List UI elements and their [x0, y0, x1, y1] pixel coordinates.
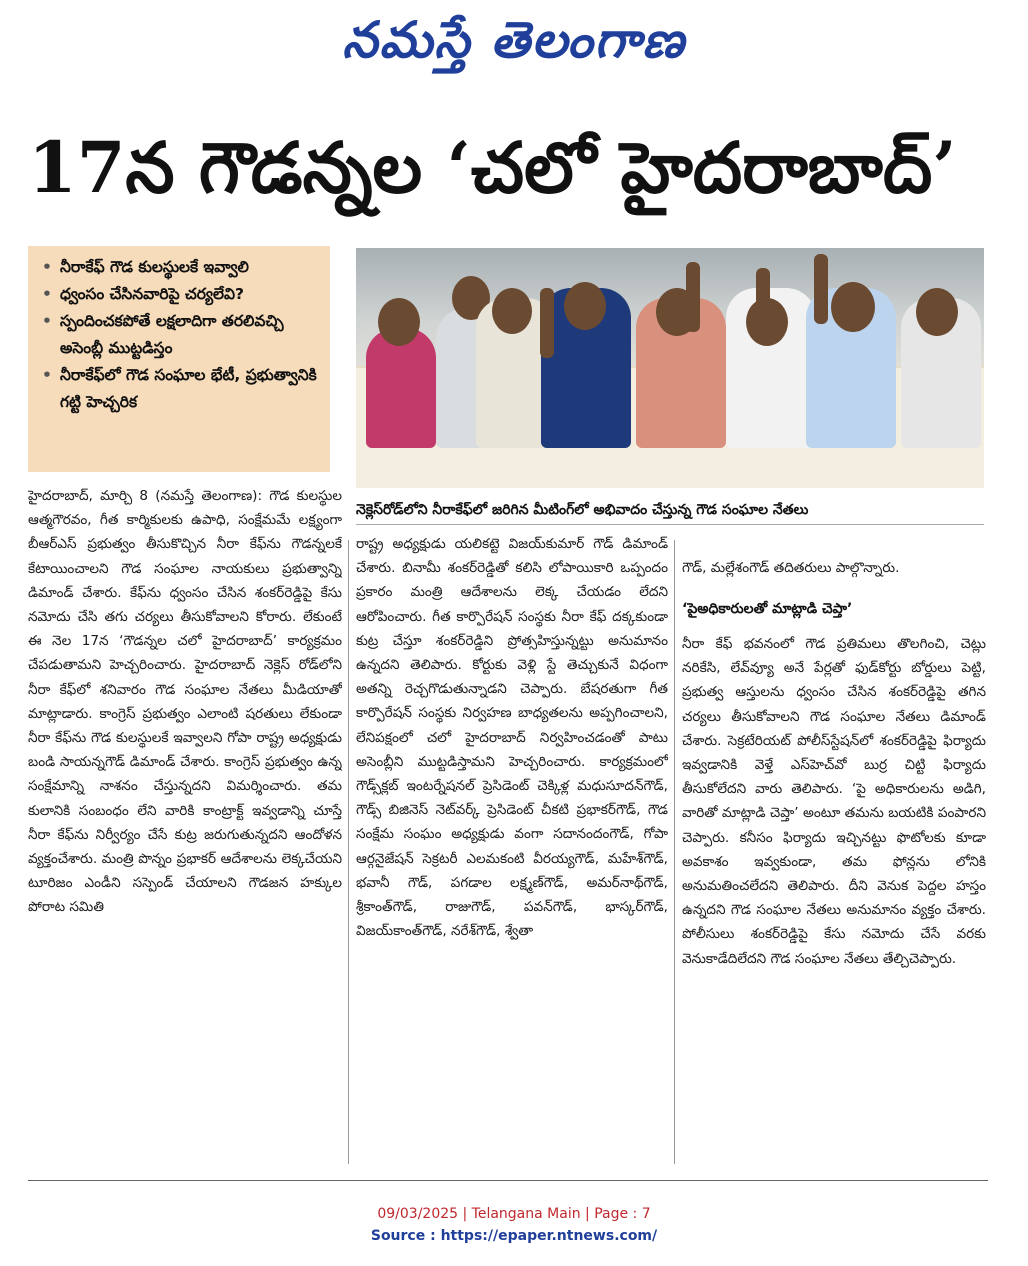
page-divider — [28, 1180, 988, 1181]
photo-caption: నెక్లెస్‌రోడ్‌లోని నీరాకేఫ్‌లో జరిగిన మీటింగ్‌లో అభివాదం చేస్తున్న గౌడ సంఘాల నేతలు — [356, 502, 809, 518]
article-paragraph: హైదరాబాద్, మార్చి 8 (నమస్తే తెలంగాణ): గౌడ కులస్థుల ఆత్మగౌరవం, గీత కార్మికులకు ఉపాధి, సంక్షేమమే లక్ష్యంగా బీఆర్‌ఎస్ ప్రభుత్వం తీసుకొచ్చిన నీరా కేఫ్‌ను గౌడన్నలకే కేటాయించాలని గౌడ సంఘాల నాయకులు ప్రభుత్వాన్ని డిమాండ్ చేశారు. కేఫ్‌ను ధ్వంసం చేసిన శంకర్‌రెడ్డిపై కేసు నమోదు చేసి తగు చర్యలు తీసుకోవాలని కోరారు. లేకుంటే ఈ నెల 17న ‘గౌడన్నల చలో హైదరాబాద్’ కార్యక్రమం చేపడుతామని హెచ్చరించారు. హైదరాబాద్ నెక్లెస్ రోడ్‌లోని నీరా కేఫ్‌లో శనివారం గౌడ సంఘాల నేతలు మీడియాతో మాట్లాడారు. కాంగ్రెస్ ప్రభుత్వం ఎలాంటి షరతులు లేకుండా నీరా కేఫ్‌ను గౌడ కులస్థులకే ఇవ్వాలని గోపా రాష్ట్ర అధ్యక్షుడు బండి సాయన్నగౌడ్ డిమాండ్ చేశారు. కాంగ్రెస్ ప్రభుత్వం ఉన్న సంక్షేమాన్ని నాశనం చేస్తున్నదని విమర్శించారు. తమ కులానికి సంబంధం లేని వారికి కాంట్రాక్ట్ ఇవ్వడాన్ని చూస్తే నీరా కేఫ్‌ను నిర్వీర్యం చేసే కుట్ర జరుగుతున్నదని ఆందోళన వ్యక్తంచేశారు. మంత్రి పొన్నం ప్రభాకర్ ఆదేశాలను లెక్కచేయని టూరిజం ఎండీని సస్పెండ్ చేయాలని గౌడజన హక్కుల పోరాట సమితి — [28, 488, 342, 916]
article-column-3-intro — [682, 556, 986, 586]
footer-date-page: 09/03/2025 | Telangana Main | Page : 7 — [377, 1206, 651, 1222]
article-subheading: ‘పైఅధికారులతో మాట్లాడి చెప్తా’ — [682, 601, 853, 617]
article-column-3 — [682, 632, 986, 1162]
masthead-logo: నమస్తే తెలంగాణ — [342, 11, 686, 69]
article-paragraph: రాష్ట్ర అధ్యక్షుడు యలికట్టె విజయ్‌కుమార్ గౌడ్ డిమాండ్ చేశారు. బినామీ శంకర్‌రెడ్డితో కలిసి లోపాయికారి ఒప్పందం ప్రకారం మంత్రి ఆదేశాలను లెక్క చేయడం లేదని ఆరోపించారు. గీత కార్పొరేషన్ సంస్థకు నీరా కేఫ్ దక్కకుండా కుట్ర చేస్తూ శంకర్‌రెడ్డిని ప్రోత్సహిస్తున్నట్టు అనుమానం ఉన్నదని తెలిపారు. కోర్టుకు వెళ్లి స్టే తెచ్చుకునే విధంగా అతన్ని రెచ్చగొడుతున్నాడని చెప్పారు. బేషరతుగా గీత కార్పొరేషన్ సంస్థకు నిర్వహణ బాధ్యతలను అప్పగించాలని, లేనిపక్షంలో చలో హైదరాబాద్ నిర్వహించడంతో పాటు అసెంబ్లీని ముట్టడిస్తామని హెచ్చరించారు. కార్యక్రమంలో గౌడ్స్‌క్లబ్ ఇంటర్నేషనల్ ప్రెసిడెంట్ చెక్కిళ్ల మధుసూదన్‌గౌడ్, గౌడ్స్ బిజినెస్ నెట్‌వర్క్ ప్రెసిడెంట్ చీకటి ప్రభాకర్‌గౌడ్, గౌడ సంక్షేమ సంఘం అధ్యక్షుడు వంగా సదానందంగౌడ్, గోపా ఆర్గనైజేషన్ సెక్రటరీ ఎలమకంటి వీరయ్యగౌడ్, మహేశ్‌గౌడ్, భవానీ గౌడ్, పగడాల లక్ష్మణ్‌గౌడ్, అమర్‌నాథ్‌గౌడ్, శ్రీకాంత్‌గౌడ్, రాజుగౌడ్, పవన్‌గౌడ్, భాస్కర్‌గౌడ్, విజయ్‌కాంత్‌గౌడ్, నరేశ్‌గౌడ్, శ్వేతా — [356, 536, 668, 940]
article-paragraph: నీరా కేఫ్ భవనంలో గౌడ ప్రతిమలు తొలగించి, చెట్లు నరికేసి, లేవ్‌వ్యూ అనే పేర్లతో ఫుడ్‌కోర్టు బోర్డులు పెట్టి, ప్రభుత్వ ఆస్తులను ధ్వంసం చేసిన శంకర్‌రెడ్డిపై తగిన చర్యలు తీసుకోవాలని గౌడ సంఘాల నేతలు డిమాండ్ చేశారు. సెక్రటేరియట్ పోలీస్‌స్టేషన్‌లో శంకర్‌రెడ్డిపై ఫిర్యాదు ఇవ్వడానికి వెళ్తే ఎస్‌హెచ్‌వో బుర్ర చిట్టి ఫిర్యాదు తీసుకోలేదని వారు తెలిపారు. ‘పై అధికారులను అడిగి, వారితో మాట్లాడి చెప్తా’ అంటూ తమను బయటికి పంపారని చెప్పారు. కనీసం ఫిర్యాదు ఇచ్చినట్టు ఫొటోలకు కూడా అవకాశం ఇవ్వకుండా, తమ ఫోన్లను లోనికి అనుమతించలేదని తెలిపారు. దీని వెనుక పెద్దల హస్తం ఉన్నదని గౌడ సంఘాల నేతలు అనుమానం వ్యక్తం చేశారు. పోలీసులు శంకర్‌రెడ్డిపై కేసు నమోదు చేసే వరకు వెనుకాడేదిలేదని గౌడ సంఘాల నేతలు తేల్చిచెప్పారు. — [682, 636, 986, 967]
article-column-1 — [28, 484, 342, 1164]
column-divider — [348, 540, 349, 1164]
highlight-item: • నీరాకేఫ్ గౌడ కులస్థులకే ఇవ్వాలి — [42, 258, 249, 276]
highlight-item: • స్పందించకపోతే లక్షలాదిగా తరలివచ్చి అసెంబ్లీ ముట్టడిస్తం — [42, 312, 284, 357]
highlight-item: • నీరాకేఫ్‌లో గౌడ సంఘాల భేటీ, ప్రభుత్వానికి గట్టి హెచ్చరిక — [42, 366, 317, 411]
column-divider — [674, 540, 675, 1164]
article-column-2 — [356, 532, 668, 1164]
highlight-item: • ధ్వంసం చేసినవారిపై చర్యలేవి? — [42, 285, 245, 303]
news-photo — [356, 248, 984, 488]
article-paragraph: గౌడ్, మల్లేశంగౌడ్ తదితరులు పాల్గొన్నారు. — [682, 560, 900, 576]
highlights-box — [28, 246, 330, 472]
caption-divider — [356, 524, 984, 525]
headline: 17న గౌడన్నల ‘చలో హైదరాబాద్’ — [28, 126, 957, 209]
footer-source-link[interactable]: Source : https://epaper.ntnews.com/ — [370, 1228, 658, 1244]
